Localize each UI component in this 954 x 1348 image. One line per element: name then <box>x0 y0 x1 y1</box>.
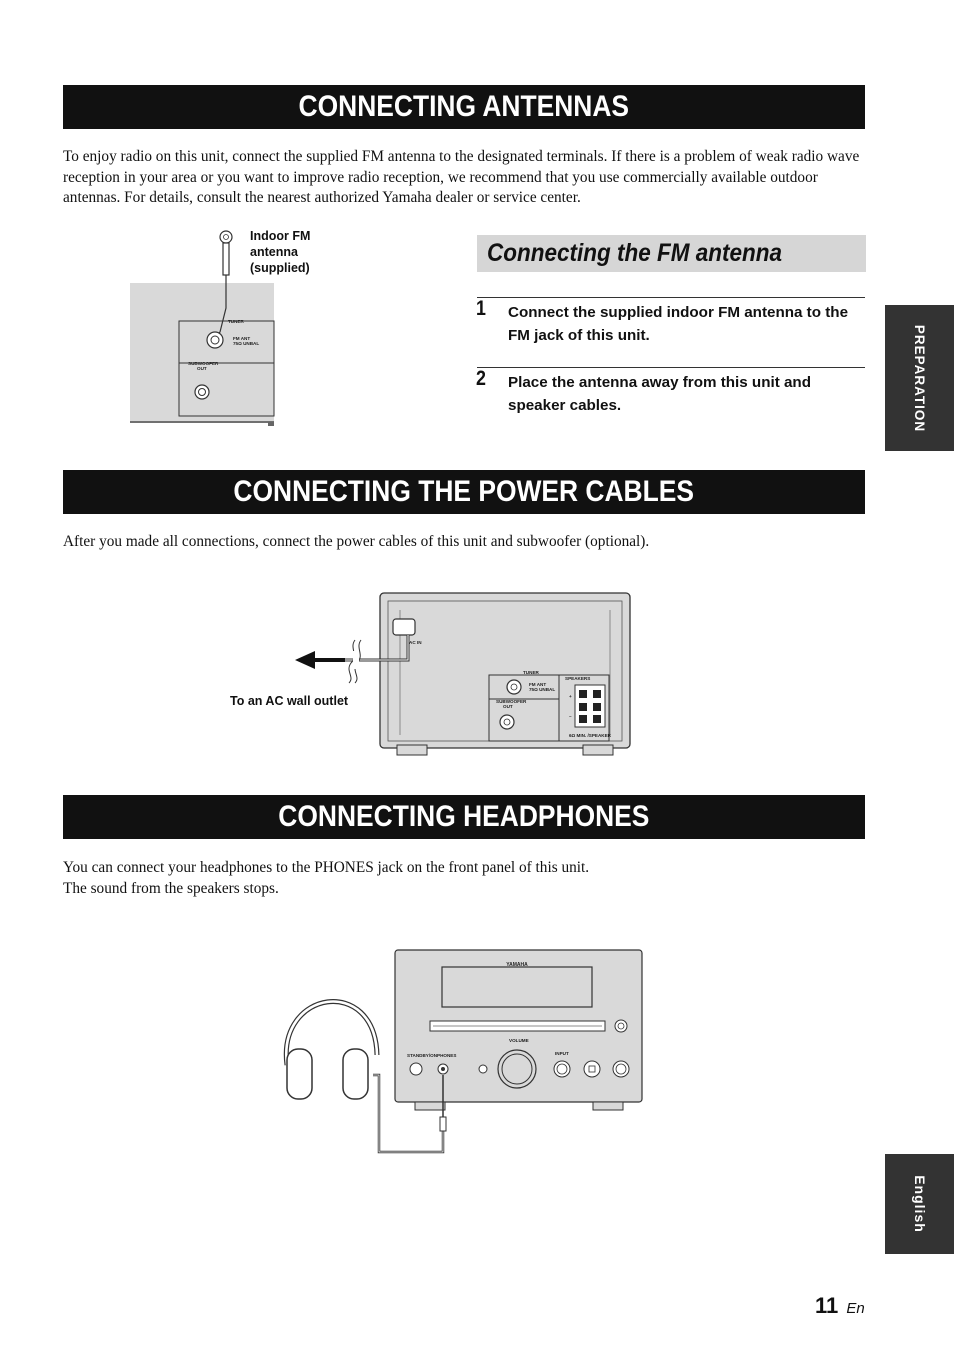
headphones-icon <box>286 1001 377 1099</box>
display-window <box>442 967 592 1007</box>
svg-text:75Ω UNBAL: 75Ω UNBAL <box>529 687 556 692</box>
power-figure <box>285 585 645 765</box>
svg-text:VOLUME: VOLUME <box>509 1038 529 1043</box>
headphones-intro <box>63 858 863 899</box>
section-title-headphones: CONNECTING HEADPHONES <box>63 795 865 839</box>
input-button-icon <box>554 1061 570 1077</box>
play-button-icon <box>613 1061 629 1077</box>
tab-preparation: PREPARATION <box>885 305 954 451</box>
headphone-plug-icon <box>440 1117 446 1131</box>
antenna-tip-icon <box>220 231 232 243</box>
svg-text:+: + <box>569 694 572 699</box>
antenna-label: Indoor FM antenna (supplied) <box>250 229 311 275</box>
step-text-1: Connect the supplied indoor FM antenna to the FM jack of this unit. <box>508 304 849 344</box>
eject-button-icon <box>615 1020 627 1032</box>
fm-antenna-subtitle: Connecting the FM antenna <box>477 235 866 272</box>
headphones-intro-line-1: You can connect your headphones to the PHONES jack on the front panel of this unit. <box>63 859 590 876</box>
svg-text:FM ANT: FM ANT <box>529 682 547 687</box>
subwoofer-jack-icon <box>195 385 209 399</box>
step-number-2: 2 <box>476 367 486 390</box>
svg-text:SUBWOOFER: SUBWOOFER <box>496 699 527 704</box>
section-title-antennas: CONNECTING ANTENNAS <box>63 85 865 129</box>
panel-out-text: OUT <box>197 366 207 371</box>
tab-english: English <box>885 1154 954 1254</box>
antenna-wire-icon <box>223 243 229 275</box>
svg-text:–: – <box>569 714 572 719</box>
ac-outlet-label: To an AC wall outlet <box>230 694 349 708</box>
page-number: 11 En <box>815 1293 865 1318</box>
power-intro: After you made all connections, connect the power cables of this unit and subwoofer (optional). <box>63 533 650 550</box>
svg-text:PHONES: PHONES <box>437 1053 457 1058</box>
antennas-intro: To enjoy radio on this unit, connect the supplied FM antenna to the designated terminals. If there is a problem of weak radio wave reception in your area or you want to improve radio reception, we recommend that you use commercially available outdoor antennas. For details, consult the nearest authorized Yamaha dealer or service center. <box>63 148 860 206</box>
volume-knob-icon <box>498 1050 536 1088</box>
svg-text:6Ω MIN. /SPEAKER: 6Ω MIN. /SPEAKER <box>569 733 611 738</box>
panel-fm-ant-text: FM ANT <box>233 336 251 341</box>
subwoofer-jack-icon <box>500 715 514 729</box>
step-number-1: 1 <box>476 297 486 320</box>
page-language: En <box>846 1300 865 1317</box>
step-divider <box>477 367 865 368</box>
brand-logo: YAMAHA <box>506 962 528 968</box>
headphones-figure <box>275 945 650 1160</box>
panel-ohm-text: 75Ω UNBAL <box>233 341 260 346</box>
panel-tuner-text: TUNER <box>228 319 244 324</box>
svg-text:SPEAKERS: SPEAKERS <box>565 676 591 681</box>
standby-button-icon <box>410 1063 422 1075</box>
svg-text:AC IN: AC IN <box>409 640 422 645</box>
ac-inlet-icon <box>393 619 415 635</box>
svg-text:OUT: OUT <box>503 704 513 709</box>
step-text-2: Place the antenna away from this unit and speaker cables. <box>508 374 811 414</box>
section-title-power: CONNECTING THE POWER CABLES <box>63 470 865 514</box>
svg-text:STANDBY/ON: STANDBY/ON <box>407 1053 438 1058</box>
panel-sub-text: SUBWOOFER <box>188 361 219 366</box>
fm-jack-icon <box>507 680 521 694</box>
stop-button-icon <box>584 1061 600 1077</box>
svg-text:TUNER: TUNER <box>523 670 539 675</box>
svg-text:INPUT: INPUT <box>555 1051 569 1056</box>
step-divider <box>477 297 865 298</box>
headphones-intro-line-2: The sound from the speakers stops. <box>63 879 279 897</box>
